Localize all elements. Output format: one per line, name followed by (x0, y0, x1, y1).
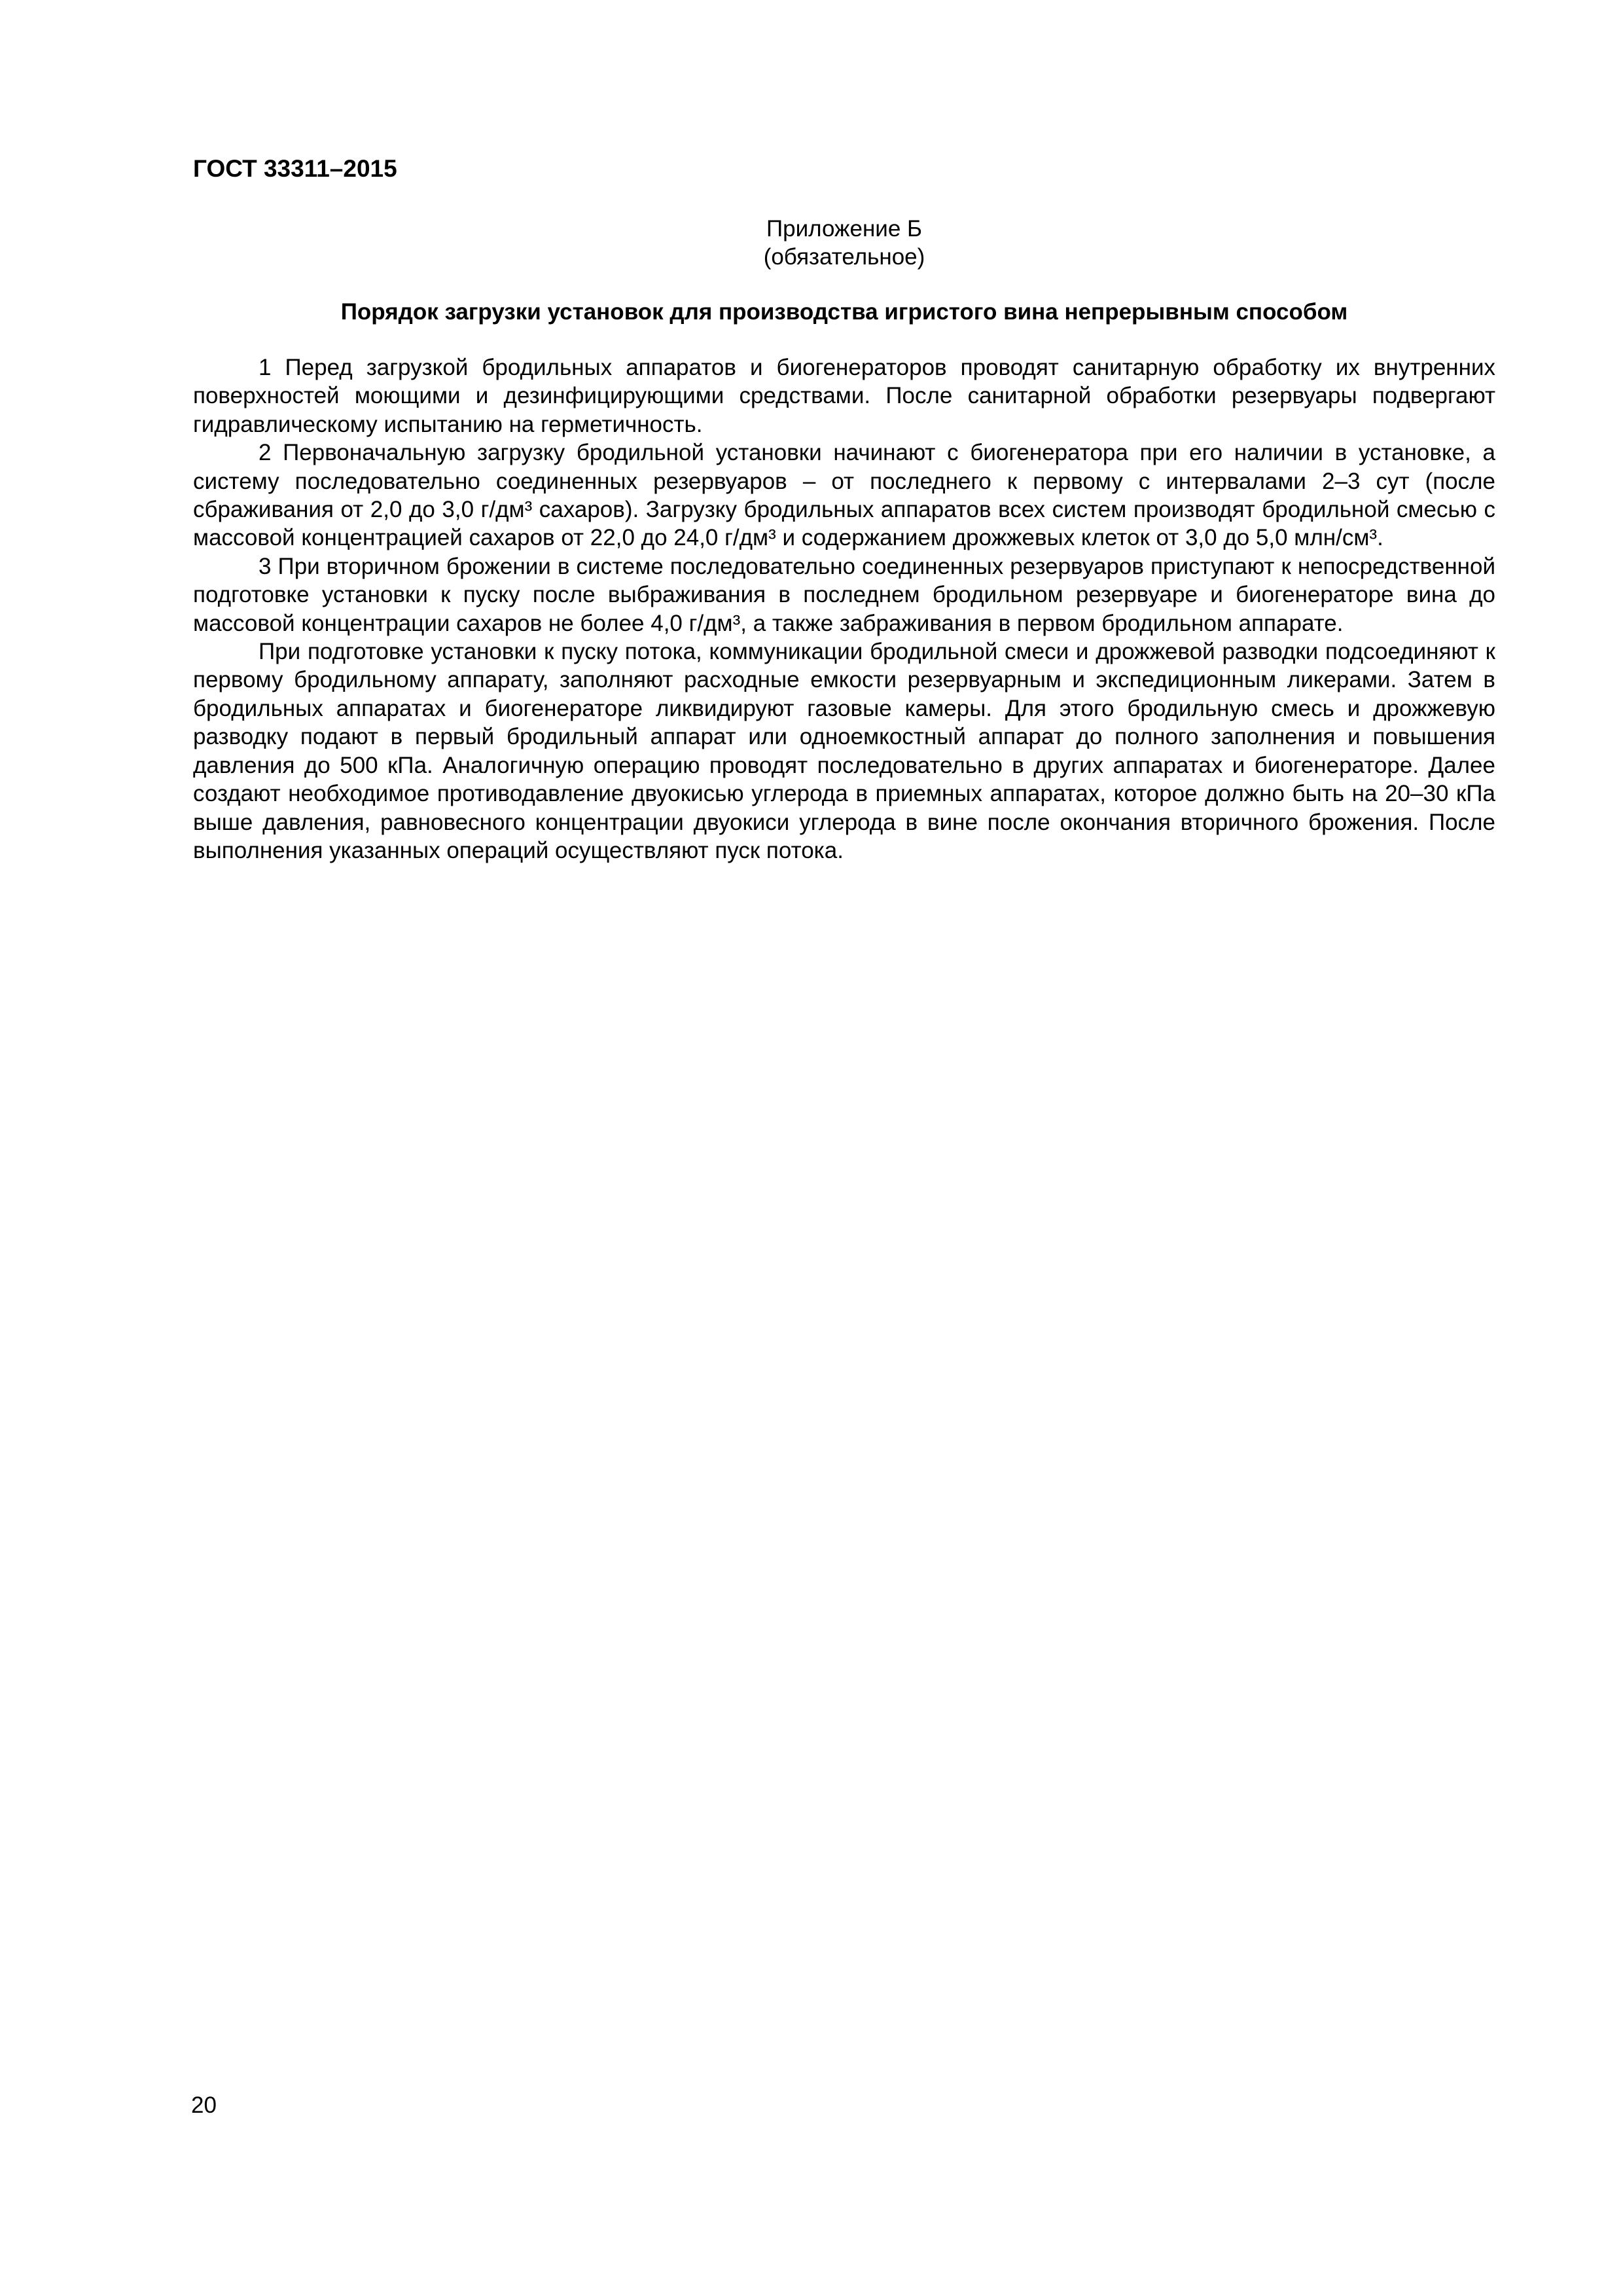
paragraph-4: При подготовке установки к пуску потока, коммуникации бродильной смеси и дрожжевой разводки подсоединяют к первому бродильному аппарату, заполняют расходные емкости резервуарным и экспедиционным ликерами. Затем в бродильных аппаратах и биогенераторе ликвидируют газовые камеры. Для этого бродильную смесь и дрожжевую разводку подают в первый бродильный аппарат или одноемкостный аппарат до полного заполнения и повышения давления до 500 кПа. Аналогичную операцию проводят последовательно в других аппаратах и биогенераторе. Далее создают необходимое противодавление двуокисью углерода в приемных аппаратах, которое должно быть на 20–30 кПа выше давления, равновесного концентрации двуокиси углерода в вине после окончания вторичного брожения. После выполнения указанных операций осуществляют пуск потока. (193, 639, 1495, 863)
appendix-status: (обязательное) (763, 244, 925, 270)
paragraph-3: 3 При вторичном брожении в системе последовательно соединенных резервуаров приступают к непосредственной подготовке установки к пуску после выбраживания в последнем бродильном резервуаре и биогенераторе вина до массовой концентрации сахаров не более 4,0 г/дм³, а также забраживания в первом бродильном аппарате. (193, 553, 1495, 636)
paragraph-1: 1 Перед загрузкой бродильных аппаратов и биогенераторов проводят санитарную обработку их внутренних поверхностей моющими и дезинфицирующими средствами. После санитарной обработки резервуары подвергают гидравлическому испытанию на герметичность. (193, 355, 1495, 437)
paragraph-2: 2 Первоначальную загрузку бродильной установки начинают с биогенератора при его наличии в установке, а систему последовательно соединенных резервуаров – от последнего к первому с интервалами 2–3 сут (после сбраживания от 2,0 до 3,0 г/дм³ сахаров). Загрузку бродильных аппаратов всех систем производят бродильной смесью с массовой концентрацией сахаров от 22,0 до 24,0 г/дм³ и содержанием дрожжевых клеток от 3,0 до 5,0 млн/см³. (193, 440, 1495, 551)
document-header: ГОСТ 33311–2015 (193, 155, 397, 182)
page-number: 20 (191, 2092, 217, 2118)
body-text (193, 353, 1495, 865)
section-title: Порядок загрузки установок для производства игристого вина непрерывным способом (340, 299, 1348, 325)
appendix-title: Приложение Б (766, 216, 922, 242)
